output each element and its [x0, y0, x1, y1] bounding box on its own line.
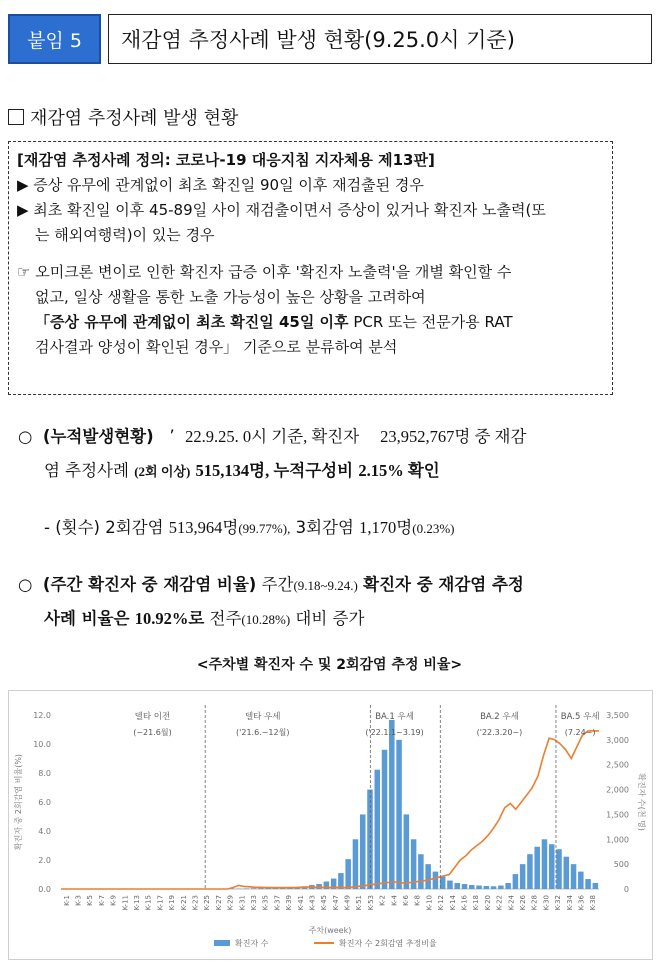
x-tick-label: K-19 — [168, 895, 177, 911]
period-annotation-sub: (7.24~) — [564, 728, 596, 737]
checkbox-square-icon — [8, 109, 24, 125]
period-annotation-sub: ('21.6.~12월) — [236, 728, 290, 737]
legend-ratio-label: 확진자 수 2회감염 추정비율 — [339, 939, 437, 948]
section-title-text: 재감염 추정사례 발생 현황 — [30, 108, 239, 129]
y-right-axis-label: 확진자 수(천 명) — [637, 773, 646, 831]
cases-bar — [258, 888, 264, 889]
x-tick-label: K-49 — [343, 895, 352, 911]
cases-bar — [527, 854, 533, 889]
x-tick-label: K-5 — [86, 895, 95, 906]
cases-bar — [440, 877, 446, 889]
x-tick-label: K-29 — [226, 895, 235, 911]
x-tick-label: K-47 — [331, 895, 340, 911]
cases-bar — [418, 854, 424, 889]
x-tick-label: K-3 — [74, 895, 83, 906]
weekly-paragraph-line-2 — [44, 603, 364, 636]
period-annotation-title: BA.1 우세 — [375, 712, 414, 722]
x-tick-label: K-6 — [402, 895, 410, 906]
cases-bar — [396, 740, 402, 889]
y-right-tick-label: 500 — [613, 860, 629, 870]
x-tick-label: K-34 — [565, 895, 574, 911]
cumulative-paragraph-line-1 — [18, 421, 526, 453]
period-annotation-title: 델타 이전 — [134, 712, 171, 722]
definition-item-2-line-2: 는 해외여행력)이 있는 경우 — [35, 226, 215, 244]
count-e: 1,170명 — [359, 518, 413, 537]
x-tick-label: K-2 — [378, 895, 387, 906]
cases-bar — [476, 886, 482, 889]
count-f: (0.23%) — [412, 521, 455, 536]
period-annotation-title: BA.2 우세 — [480, 712, 519, 722]
attachment-badge: 붙임 5 — [8, 14, 101, 64]
weekly-b: (9.18~9.24.) — [293, 578, 358, 593]
cumulative-paragraph-line-2 — [44, 455, 440, 488]
y-right-tick-label: 0 — [623, 885, 629, 894]
y-right-tick-label: 2,500 — [606, 760, 629, 770]
cumulative-line2-a: 염 추정사례 — [44, 461, 129, 480]
cumulative-total: 23,952,767명 중 재감 — [380, 427, 527, 446]
period-annotation-sub: (~21.6월) — [133, 728, 172, 737]
x-tick-label: K-9 — [109, 895, 118, 906]
x-tick-label: K-11 — [121, 895, 130, 911]
cases-bar — [374, 770, 380, 889]
x-tick-label: K-10 — [425, 895, 434, 911]
count-paragraph — [44, 512, 455, 545]
y-right-tick-label: 3,500 — [606, 711, 629, 720]
definition-box — [8, 141, 613, 395]
x-tick-label: K-23 — [191, 895, 200, 911]
x-tick-label: K-43 — [308, 895, 317, 911]
y-right-tick-label: 2,000 — [606, 785, 629, 795]
x-tick-label: K-16 — [460, 895, 469, 911]
cases-bar — [564, 857, 570, 889]
x-tick-label: K-36 — [577, 895, 586, 911]
cases-bar — [556, 849, 562, 889]
x-tick-label: K-13 — [133, 895, 141, 911]
period-annotation-title: BA.5 우세 — [560, 712, 600, 722]
weekly-line2-c: 전주 — [209, 609, 242, 628]
cases-bar — [382, 750, 388, 889]
cases-bar — [469, 885, 475, 889]
x-tick-label: K-28 — [530, 895, 539, 911]
note-line-3 — [17, 310, 604, 335]
x-tick-label: K-21 — [179, 895, 188, 911]
cases-bar — [534, 847, 540, 889]
weekly-cases-reinfection-chart — [9, 691, 652, 959]
count-b: 513,964명 — [168, 518, 239, 537]
cases-bar — [571, 864, 577, 889]
cases-bar — [367, 790, 373, 889]
note-line-2: 없고, 일상 생활을 통한 노출 가능성이 높은 상황을 고려하여 — [35, 288, 426, 306]
section-title — [8, 104, 238, 130]
cases-bar — [433, 872, 439, 889]
note-line-1: ☞ 오미크론 변이로 인한 확진자 급증 이후 '확진자 노출력'을 개별 확인할 수 — [17, 263, 512, 281]
tick-mark: ’ — [169, 427, 175, 446]
weekly-lead: (주간 확진자 중 재감염 비율) — [42, 575, 257, 594]
weekly-line2-e: 대비 증가 — [295, 609, 365, 628]
x-tick-label: K-18 — [472, 895, 481, 911]
legend-cases-label: 확진자 수 — [235, 939, 269, 948]
period-annotation-title: 델타 우세 — [244, 712, 281, 722]
cumulative-date: 22.9.25. 0시 기준, 확진자 — [185, 427, 360, 446]
cases-bar — [520, 864, 526, 889]
x-tick-label: K-14 — [448, 895, 457, 911]
cases-bar — [353, 839, 359, 889]
count-a: - (횟수) 2회감염 — [44, 518, 164, 537]
x-tick-label: K-27 — [214, 895, 223, 911]
cases-bar — [542, 839, 548, 889]
cases-bar — [447, 881, 453, 889]
y-left-tick-label: 8.0 — [38, 769, 51, 778]
cases-bar — [498, 886, 504, 889]
x-tick-label: K-41 — [296, 895, 305, 911]
x-tick-label: K-1 — [62, 895, 71, 906]
cases-bar — [404, 814, 410, 889]
x-tick-label: K-8 — [413, 895, 422, 906]
period-annotation-sub: ('22.1.1~3.19) — [365, 728, 424, 737]
reinfection-ratio-line — [61, 731, 599, 889]
cases-bar — [484, 886, 490, 889]
definition-item-1: ▶ 증상 유무에 관계없이 최초 확진일 90일 이후 재검출된 경우 — [17, 176, 424, 194]
x-tick-label: K-7 — [97, 895, 106, 906]
chart-caption: <주차별 확진자 수 및 2회감염 추정 비율> — [196, 657, 463, 673]
cumulative-line2-b: (2회 이상) — [134, 464, 191, 479]
y-left-tick-label: 2.0 — [38, 856, 51, 865]
y-left-tick-label: 12.0 — [33, 711, 51, 720]
x-tick-label: K-51 — [355, 895, 364, 911]
cases-bar — [578, 872, 584, 889]
y-left-tick-label: 6.0 — [38, 798, 51, 807]
count-c: (99.77%), — [238, 521, 291, 536]
x-tick-label: K-45 — [320, 895, 329, 911]
cases-bar — [251, 888, 257, 889]
cases-bar — [585, 879, 591, 889]
cases-bar — [513, 874, 519, 889]
cases-bar — [462, 884, 468, 889]
cases-bar — [549, 844, 555, 889]
bullet-circle-icon: ○ — [18, 427, 33, 446]
x-tick-label: K-35 — [261, 895, 270, 911]
note-line-3-rest: PCR 또는 전문가용 RAT — [348, 313, 513, 331]
weekly-a: 주간 — [261, 575, 294, 594]
definition-item-2-line-1: ▶ 최초 확진일 이후 45-89일 사이 재검출이면서 증상이 있거나 확진자 노출력(또 — [17, 201, 546, 219]
y-left-tick-label: 10.0 — [33, 740, 51, 749]
x-tick-label: K-20 — [483, 895, 492, 911]
cumulative-line2-d: 2.15% 확인 — [358, 461, 440, 480]
x-tick-label: K-15 — [144, 895, 153, 911]
weekly-line2-b: 10.92%로 — [134, 609, 205, 628]
weekly-line2-a: 사례 비율은 — [44, 609, 130, 628]
cases-bar — [345, 859, 351, 889]
x-tick-label: K-25 — [203, 895, 212, 911]
x-tick-label: K-24 — [507, 895, 516, 911]
y-left-axis-label: 확진자 중 2회감염 비율(%) — [14, 753, 23, 851]
cases-bar — [244, 888, 250, 889]
x-tick-label: K-39 — [285, 895, 294, 911]
y-right-tick-label: 3,000 — [606, 735, 629, 745]
note-line-4: 검사결과 양성이 확인된 경우」 기준으로 분류하여 분석 — [35, 338, 398, 356]
legend-cases-swatch — [214, 940, 230, 946]
y-left-tick-label: 0.0 — [38, 885, 51, 894]
note-line-3-bold: 「증상 유무에 관계없이 최초 확진일 45일 이후 — [35, 313, 349, 331]
x-axis-label: 주차(week) — [308, 926, 352, 935]
period-annotation-sub: ('22.3.20~) — [476, 728, 523, 737]
x-tick-label: K-4 — [390, 895, 399, 906]
x-tick-label: K-37 — [273, 895, 282, 911]
x-tick-label: K-31 — [238, 895, 247, 911]
cases-bar — [593, 883, 599, 889]
weekly-c: 확진자 중 재감염 추정 — [363, 575, 524, 594]
x-tick-label: K-38 — [589, 895, 598, 911]
page-title: 재감염 추정사례 발생 현황(9.25.0시 기준) — [108, 14, 652, 64]
x-tick-label: K-33 — [250, 895, 258, 911]
x-tick-label: K-32 — [554, 895, 563, 911]
x-tick-label: K-17 — [156, 895, 165, 911]
cases-bar — [505, 883, 511, 889]
cases-bar — [389, 720, 395, 889]
cases-bar — [425, 864, 431, 889]
count-d: 3회감염 — [295, 518, 354, 537]
cases-bar — [491, 886, 497, 889]
y-right-tick-label: 1,000 — [606, 835, 629, 845]
definition-heading: [재감염 추정사례 정의: 코로나-19 대응지침 지자체용 제13판] — [17, 151, 435, 169]
x-tick-label: K-22 — [495, 895, 504, 911]
chart-container — [8, 690, 653, 960]
cases-bar — [454, 883, 460, 889]
x-tick-label: K-12 — [437, 895, 446, 911]
weekly-paragraph-line-1 — [18, 569, 524, 602]
bullet-circle-icon: ○ — [18, 575, 33, 594]
y-left-tick-label: 4.0 — [38, 827, 51, 836]
x-tick-label: K-30 — [542, 895, 551, 911]
y-right-tick-label: 1,500 — [606, 810, 629, 820]
x-tick-label: K-26 — [519, 895, 527, 911]
x-tick-label: K-53 — [366, 895, 375, 911]
cumulative-line2-c: 515,134명, 누적구성비 — [195, 461, 354, 480]
weekly-line2-d: (10.28%) — [241, 612, 291, 627]
cases-bar — [360, 814, 366, 889]
cumulative-lead: (누적발생현황) — [42, 427, 154, 446]
